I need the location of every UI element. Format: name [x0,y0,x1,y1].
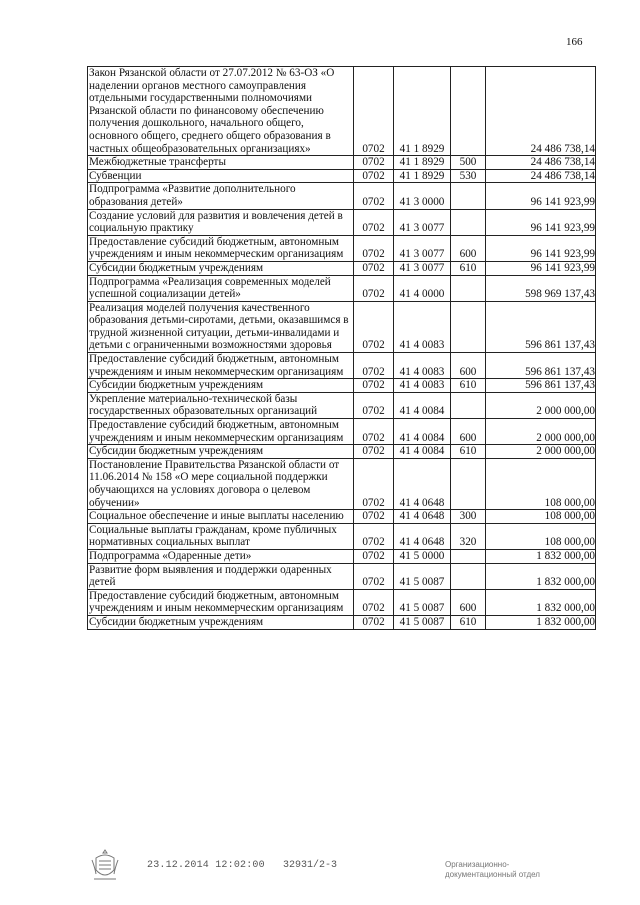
page-footer [0,846,640,905]
row-name: Подпрограмма «Реализация современных моделей успешной социализации детей» [88,275,354,301]
table-row [88,261,596,275]
row-name: Развитие форм выявления и поддержки одаренных детей [88,563,354,589]
budget-table-body [88,67,596,630]
row-name: Предоставление субсидий бюджетным, автономным учреждениям и иным некоммерческим организациям [88,353,354,379]
row-expense-type: 610 [451,615,486,629]
row-section-code: 0702 [354,301,394,352]
footer-doc-number: 32931/2-3 [283,860,338,871]
footer-org-line: документационный отдел [445,870,540,879]
row-name: Закон Рязанской области от 27.07.2012 № 63-ОЗ «О наделении органов местного самоуправления отдельными государственными полномочиями Рязанской области по финансовому обеспечению получения дошкольного, начального общего, основного общего, среднего общего образования в частных общеобразовательных организациях» [88,67,354,156]
row-expense-type: 610 [451,261,486,275]
table-row [88,458,596,509]
row-target-code: 41 5 0087 [394,589,451,615]
row-target-code: 41 4 0000 [394,275,451,301]
table-row [88,156,596,170]
table-row [88,510,596,524]
footer-timestamp: 23.12.2014 12:02:00 [147,860,265,871]
state-emblem-icon [90,848,120,882]
row-expense-type [451,549,486,563]
row-amount: 96 141 923,99 [486,209,596,235]
row-expense-type: 300 [451,510,486,524]
row-expense-type [451,392,486,418]
table-row [88,615,596,629]
row-name: Субсидии бюджетным учреждениям [88,379,354,393]
table-row [88,419,596,445]
row-target-code: 41 3 0077 [394,209,451,235]
row-amount: 2 000 000,00 [486,445,596,459]
row-expense-type: 530 [451,169,486,183]
row-section-code: 0702 [354,419,394,445]
row-expense-type: 600 [451,589,486,615]
table-row [88,235,596,261]
row-expense-type: 320 [451,523,486,549]
row-expense-type: 610 [451,379,486,393]
row-name: Постановление Правительства Рязанской области от 11.06.2014 № 158 «О мере социальной поддержки обучающихся на условиях договора о целевом обучении» [88,458,354,509]
row-section-code: 0702 [354,510,394,524]
row-target-code: 41 4 0648 [394,458,451,509]
row-section-code: 0702 [354,275,394,301]
row-name: Субсидии бюджетным учреждениям [88,615,354,629]
row-name: Предоставление субсидий бюджетным, автономным учреждениям и иным некоммерческим организациям [88,235,354,261]
row-target-code: 41 1 8929 [394,67,451,156]
table-row [88,379,596,393]
row-name: Реализация моделей получения качественного образования детьми-сиротами, детьми, оказавшимся в трудной жизненной ситуации, детьми-инвалидами и детьми с ограниченными возможностями здоровья [88,301,354,352]
row-target-code: 41 1 8929 [394,156,451,170]
row-expense-type [451,275,486,301]
row-name: Субсидии бюджетным учреждениям [88,445,354,459]
row-name: Укрепление материально-технической базы государственных образовательных организаций [88,392,354,418]
budget-table [87,66,596,630]
row-section-code: 0702 [354,67,394,156]
row-amount: 596 861 137,43 [486,353,596,379]
row-expense-type [451,563,486,589]
row-name: Субвенции [88,169,354,183]
row-amount: 96 141 923,99 [486,183,596,209]
row-expense-type: 600 [451,353,486,379]
row-section-code: 0702 [354,615,394,629]
table-row [88,549,596,563]
row-amount: 108 000,00 [486,523,596,549]
row-target-code: 41 5 0000 [394,549,451,563]
table-row [88,183,596,209]
row-section-code: 0702 [354,235,394,261]
row-section-code: 0702 [354,169,394,183]
table-row [88,445,596,459]
row-amount: 24 486 738,14 [486,67,596,156]
row-name: Межбюджетные трансферты [88,156,354,170]
table-row [88,169,596,183]
row-amount: 24 486 738,14 [486,169,596,183]
row-expense-type [451,458,486,509]
table-row [88,523,596,549]
row-target-code: 41 4 0083 [394,301,451,352]
row-amount: 2 000 000,00 [486,392,596,418]
row-target-code: 41 3 0000 [394,183,451,209]
row-target-code: 41 4 0084 [394,445,451,459]
row-amount: 1 832 000,00 [486,589,596,615]
footer-org-stamp [445,860,575,880]
row-section-code: 0702 [354,261,394,275]
row-section-code: 0702 [354,209,394,235]
row-amount: 1 832 000,00 [486,549,596,563]
row-target-code: 41 4 0084 [394,392,451,418]
row-name: Подпрограмма «Развитие дополнительного образования детей» [88,183,354,209]
table-row [88,392,596,418]
table-row [88,67,596,156]
row-name: Социальное обеспечение и иные выплаты населению [88,510,354,524]
row-section-code: 0702 [354,379,394,393]
row-amount: 1 832 000,00 [486,563,596,589]
row-target-code: 41 5 0087 [394,615,451,629]
row-target-code: 41 4 0083 [394,379,451,393]
row-section-code: 0702 [354,458,394,509]
row-expense-type [451,183,486,209]
row-section-code: 0702 [354,445,394,459]
row-section-code: 0702 [354,549,394,563]
row-expense-type: 600 [451,235,486,261]
row-section-code: 0702 [354,353,394,379]
table-row [88,589,596,615]
row-expense-type [451,67,486,156]
row-amount: 1 832 000,00 [486,615,596,629]
row-section-code: 0702 [354,589,394,615]
row-expense-type [451,301,486,352]
row-target-code: 41 4 0083 [394,353,451,379]
row-amount: 596 861 137,43 [486,379,596,393]
table-row [88,353,596,379]
row-name: Социальные выплаты гражданам, кроме публичных нормативных социальных выплат [88,523,354,549]
row-amount: 108 000,00 [486,458,596,509]
row-amount: 96 141 923,99 [486,261,596,275]
row-expense-type: 610 [451,445,486,459]
row-amount: 598 969 137,43 [486,275,596,301]
page-number: 166 [566,36,583,48]
row-target-code: 41 1 8929 [394,169,451,183]
row-section-code: 0702 [354,156,394,170]
row-target-code: 41 4 0648 [394,523,451,549]
row-amount: 96 141 923,99 [486,235,596,261]
row-amount: 2 000 000,00 [486,419,596,445]
table-row [88,209,596,235]
row-name: Субсидии бюджетным учреждениям [88,261,354,275]
row-target-code: 41 4 0648 [394,510,451,524]
row-name: Предоставление субсидий бюджетным, автономным учреждениям и иным некоммерческим организациям [88,419,354,445]
row-section-code: 0702 [354,563,394,589]
row-section-code: 0702 [354,523,394,549]
row-name: Подпрограмма «Одаренные дети» [88,549,354,563]
table-row [88,275,596,301]
table-row [88,301,596,352]
row-section-code: 0702 [354,392,394,418]
row-expense-type: 500 [451,156,486,170]
footer-org-line: Организационно- [445,860,510,869]
row-target-code: 41 4 0084 [394,419,451,445]
row-expense-type [451,209,486,235]
row-section-code: 0702 [354,183,394,209]
row-amount: 24 486 738,14 [486,156,596,170]
row-target-code: 41 3 0077 [394,235,451,261]
row-amount: 108 000,00 [486,510,596,524]
row-target-code: 41 5 0087 [394,563,451,589]
row-amount: 596 861 137,43 [486,301,596,352]
row-name: Предоставление субсидий бюджетным, автономным учреждениям и иным некоммерческим организациям [88,589,354,615]
row-expense-type: 600 [451,419,486,445]
row-target-code: 41 3 0077 [394,261,451,275]
row-name: Создание условий для развития и вовлечения детей в социальную практику [88,209,354,235]
table-row [88,563,596,589]
